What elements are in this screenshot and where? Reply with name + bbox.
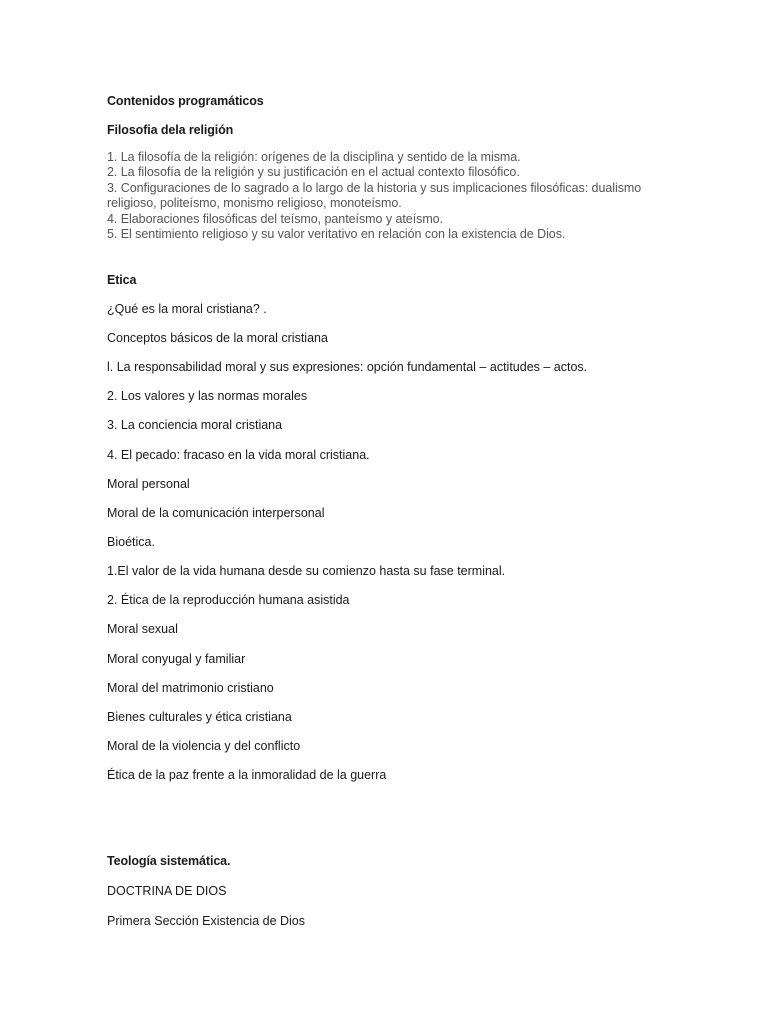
- ethics-line: Bioética.: [107, 535, 155, 549]
- theology-line: Primera Sección Existencia de Dios: [107, 914, 305, 928]
- philosophy-item: 5. El sentimiento religioso y su valor veritativo en relación con la existencia de Dios.: [107, 227, 566, 242]
- ethics-line: Conceptos básicos de la moral cristiana: [107, 331, 328, 345]
- philosophy-item: 1. La filosofía de la religión: orígenes de la disciplina y sentido de la misma.: [107, 150, 521, 164]
- ethics-line: Moral de la comunicación interpersonal: [107, 506, 325, 520]
- ethics-line: 4. El pecado: fracaso en la vida moral cristiana.: [107, 448, 370, 462]
- ethics-line: Bienes culturales y ética cristiana: [107, 710, 292, 724]
- ethics-line: 1.El valor de la vida humana desde su comienzo hasta su fase terminal.: [107, 564, 506, 578]
- philosophy-item: 3. Configuraciones de lo sagrado a lo largo de la historia y sus implicaciones filosóficas: dualismo: [107, 180, 642, 195]
- theology-heading: Teología sistemática.: [107, 854, 231, 868]
- ethics-line: Moral del matrimonio cristiano: [107, 681, 274, 695]
- ethics-line: 2. Ética de la reproducción humana asistida: [107, 593, 350, 607]
- philosophy-heading: Filosofia dela religión: [107, 123, 234, 137]
- ethics-line: ¿Qué es la moral cristiana? .: [107, 302, 267, 316]
- ethics-line: Moral sexual: [107, 622, 178, 636]
- ethics-heading: Etica: [107, 273, 137, 287]
- ethics-line: Moral conyugal y familiar: [107, 652, 246, 666]
- ethics-line: 2. Los valores y las normas morales: [107, 389, 308, 403]
- philosophy-item: religioso, politeísmo, monismo religioso, monoteísmo.: [107, 196, 402, 211]
- philosophy-item: 4. Elaboraciones filosóficas del teísmo, panteísmo y ateísmo.: [107, 211, 444, 226]
- philosophy-item: 2. La filosofía de la religión y su justificación en el actual contexto filosófico.: [107, 165, 520, 180]
- ethics-line: 3. La conciencia moral cristiana: [107, 418, 283, 432]
- ethics-line: Ética de la paz frente a la inmoralidad de la guerra: [107, 768, 387, 782]
- ethics-line: l. La responsabilidad moral y sus expresiones: opción fundamental – actitudes – actos.: [107, 360, 588, 374]
- theology-line: DOCTRINA DE DIOS: [107, 884, 227, 898]
- ethics-line: Moral personal: [107, 477, 190, 491]
- ethics-line: Moral de la violencia y del conflicto: [107, 739, 301, 753]
- philosophy-list: [107, 150, 667, 242]
- document-title: Contenidos programáticos: [107, 94, 264, 108]
